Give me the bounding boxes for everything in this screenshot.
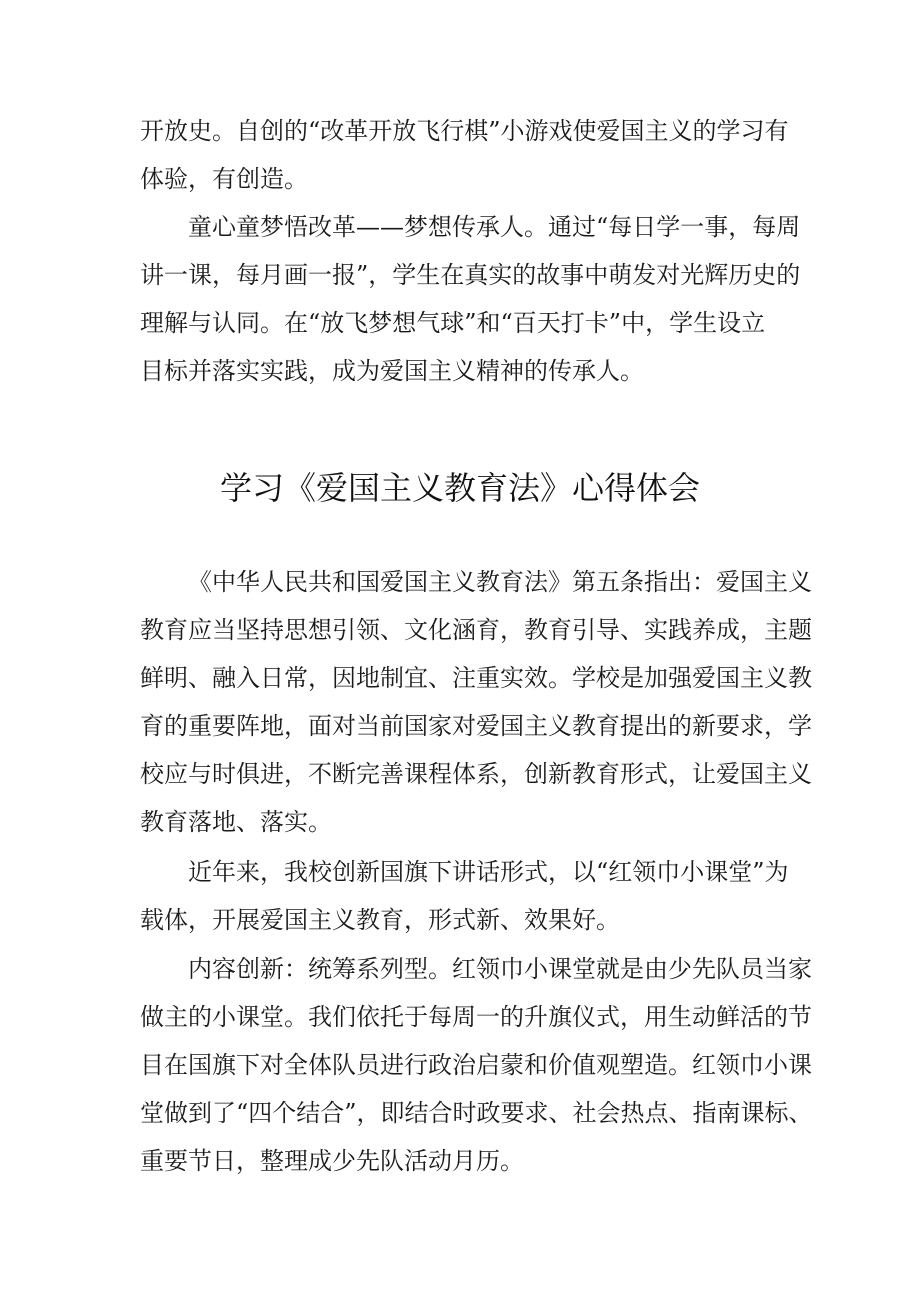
paragraph-line: 重要节日，整理成少先队活动月历。 bbox=[140, 1147, 524, 1175]
paragraph-line: 开放史。自创的“改革开放飞行棋”小游戏使爱国主义的学习有 bbox=[140, 117, 789, 145]
paragraph-line: 目标并落实实践，成为爱国主义精神的传承人。 bbox=[140, 357, 644, 385]
paragraph-line: 体验，有创造。 bbox=[140, 165, 308, 193]
paragraph-line: 童心童梦悟改革——梦想传承人。通过“每日学一事，每周 bbox=[188, 213, 801, 241]
paragraph-line: 载体，开展爱国主义教育，形式新、效果好。 bbox=[140, 906, 620, 934]
paragraph-line: 讲一课，每月画一报”，学生在真实的故事中萌发对光辉历史的 bbox=[140, 261, 801, 289]
paragraph-line: 教育应当坚持思想引领、文化涵育，教育引导、实践养成，主题 bbox=[140, 616, 812, 644]
paragraph-line: 鲜明、融入日常，因地制宜、注重实效。学校是加强爱国主义教 bbox=[140, 664, 812, 692]
paragraph-line: 《中华人民共和国爱国主义教育法》第五条指出：爱国主义 bbox=[188, 568, 812, 596]
paragraph-line: 理解与认同。在“放飞梦想气球”和“百天打卡”中，学生设立 bbox=[140, 309, 766, 337]
paragraph-line: 育的重要阵地，面对当前国家对爱国主义教育提出的新要求，学 bbox=[140, 712, 812, 740]
paragraph-line: 内容创新：统筹系列型。红领巾小课堂就是由少先队员当家 bbox=[188, 955, 812, 983]
paragraph-line: 目在国旗下对全体队员进行政治启蒙和价值观塑造。红领巾小课 bbox=[140, 1051, 812, 1079]
paragraph-line: 校应与时俱进，不断完善课程体系，创新教育形式，让爱国主义 bbox=[140, 760, 812, 788]
paragraph-line: 堂做到了“四个结合”，即结合时政要求、社会热点、指南课标、 bbox=[140, 1099, 813, 1127]
paragraph-line: 教育落地、落实。 bbox=[140, 808, 332, 836]
paragraph-line: 做主的小课堂。我们依托于每周一的升旗仪式，用生动鲜活的节 bbox=[140, 1003, 812, 1031]
paragraph-line: 近年来，我校创新国旗下讲话形式，以“红领巾小课堂”为 bbox=[188, 858, 789, 886]
article-title: 学习《爱国主义教育法》心得体会 bbox=[219, 469, 700, 507]
